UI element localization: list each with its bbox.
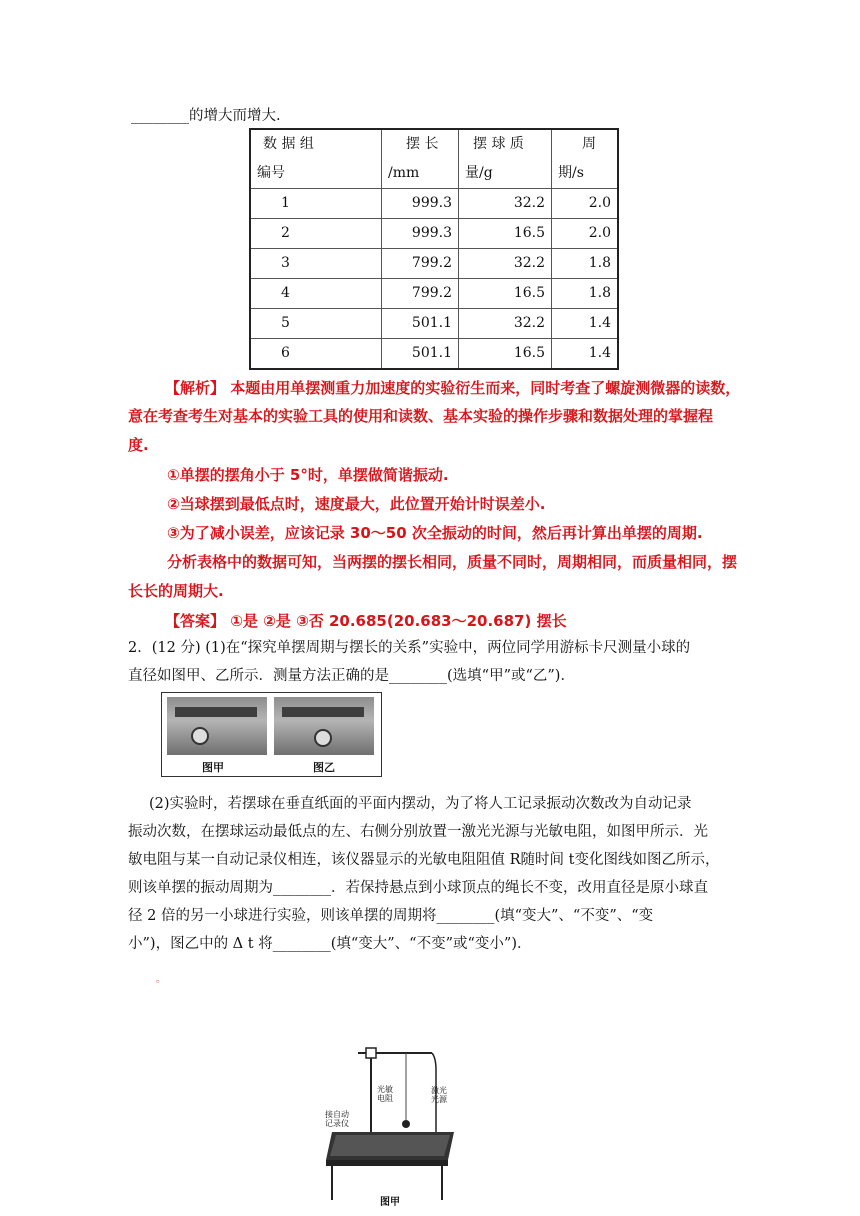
label-recorder: 接自动 记录仪: [325, 1110, 349, 1128]
q2-part2-line4: 则该单摆的振动周期为________．若保持悬点到小球顶点的绳长不变，改用直径是原小球直: [128, 880, 708, 896]
caliper-photos: [161, 692, 382, 777]
table-cell: 16.5: [459, 279, 552, 309]
table-cell: 3: [250, 249, 382, 279]
q2-part2-line3: 敏电阻与某一自动记录仪相连，该仪器显示的光敏电阻阻值 R随时间 t变化图线如图乙所示，: [128, 852, 720, 868]
table-row: [250, 309, 618, 339]
top-line: ________的增大而增大.: [131, 108, 281, 124]
header-length: 摆 长 /mm: [382, 129, 459, 189]
table-cell: 1.8: [552, 279, 619, 309]
analysis-point5: 长长的周期大.: [128, 582, 224, 600]
table-cell: 2: [250, 219, 382, 249]
q2-part2-line5: 径 2 倍的另一小球进行实验，则该单摆的周期将________(填“变大”、“不变”、“变: [128, 908, 654, 924]
header-group: 数 据 组 编号: [250, 129, 382, 189]
q2-part2-line6: 小”)，图乙中的 Δ t 将________(填“变大”、“不变”或“变小”)．: [128, 936, 532, 952]
caption-fig-yi: 图乙: [313, 761, 335, 774]
stray-dot: 。: [156, 974, 166, 985]
answer-line: 【答案】 ①是 ②是 ③否 20.685(20.683～20.687) 摆长: [165, 612, 567, 630]
table-cell: 799.2: [382, 279, 459, 309]
table-cell: 501.1: [382, 339, 459, 370]
table-cell: 32.2: [459, 249, 552, 279]
analysis-line3: 度.: [128, 436, 149, 454]
analysis-point3: ③为了减小误差，应该记录 30～50 次全振动的时间，然后再计算出单摆的周期.: [167, 524, 703, 542]
table-cell: 6: [250, 339, 382, 370]
caption-apparatus: 图甲: [380, 1197, 400, 1208]
table-cell: 1.4: [552, 339, 619, 370]
q2-part2-line2: 振动次数，在摆球运动最低点的左、右侧分别放置一激光光源与光敏电阻，如图甲所示．光: [128, 824, 708, 840]
table-cell: 501.1: [382, 309, 459, 339]
table-row: [250, 219, 618, 249]
table-row: [250, 249, 618, 279]
data-table: [249, 128, 619, 370]
header-period: 周 期/s: [552, 129, 619, 189]
table-row: [250, 279, 618, 309]
apparatus-figure: [322, 1040, 460, 1208]
table-cell: 999.3: [382, 219, 459, 249]
table-cell: 5: [250, 309, 382, 339]
caliper-photo-jia: [167, 697, 267, 755]
table-cell: 2.0: [552, 189, 619, 219]
table-cell: 32.2: [459, 189, 552, 219]
table-cell: 1: [250, 189, 382, 219]
label-photoresistor: 光敏 电阻: [377, 1085, 393, 1103]
q2-line2: 直径如图甲、乙所示．测量方法正确的是________(选填“甲”或“乙”)．: [128, 668, 575, 684]
table-cell: 1.8: [552, 249, 619, 279]
table-cell: 32.2: [459, 309, 552, 339]
analysis-line1: 【解析】 本题由用单摆测重力加速度的实验衍生而来，同时考查了螺旋测微器的读数，: [165, 379, 741, 397]
q2-part2-line1: (2)实验时，若摆球在垂直纸面的平面内摆动，为了将人工记录振动次数改为自动记录: [149, 796, 692, 812]
label-laser: 激光 光源: [431, 1086, 447, 1104]
table-cell: 1.4: [552, 309, 619, 339]
table-header-row: [250, 129, 618, 189]
caption-fig-jia: 图甲: [202, 761, 224, 774]
analysis-point2: ②当球摆到最低点时，速度最大，此位置开始计时误差小.: [167, 495, 546, 513]
q2-line1: 2．(12 分) (1)在“探究单摆周期与摆长的关系”实验中，两位同学用游标卡尺测量小球的: [128, 640, 691, 656]
caliper-photo-yi: [274, 697, 374, 755]
table-cell: 799.2: [382, 249, 459, 279]
table-row: [250, 189, 618, 219]
table-row: [250, 339, 618, 370]
analysis-line2: 意在考查考生对基本的实验工具的使用和读数、基本实验的操作步骤和数据处理的掌握程: [128, 407, 714, 425]
table-cell: 16.5: [459, 339, 552, 370]
table-cell: 2.0: [552, 219, 619, 249]
table-cell: 16.5: [459, 219, 552, 249]
analysis-point4: 分析表格中的数据可知，当两摆的摆长相同，质量不同时，周期相同，而质量相同，摆: [167, 553, 738, 571]
table-cell: 999.3: [382, 189, 459, 219]
table-cell: 4: [250, 279, 382, 309]
analysis-point1: ①单摆的摆角小于 5°时，单摆做简谐振动.: [167, 466, 449, 484]
header-mass: 摆 球 质 量/g: [459, 129, 552, 189]
